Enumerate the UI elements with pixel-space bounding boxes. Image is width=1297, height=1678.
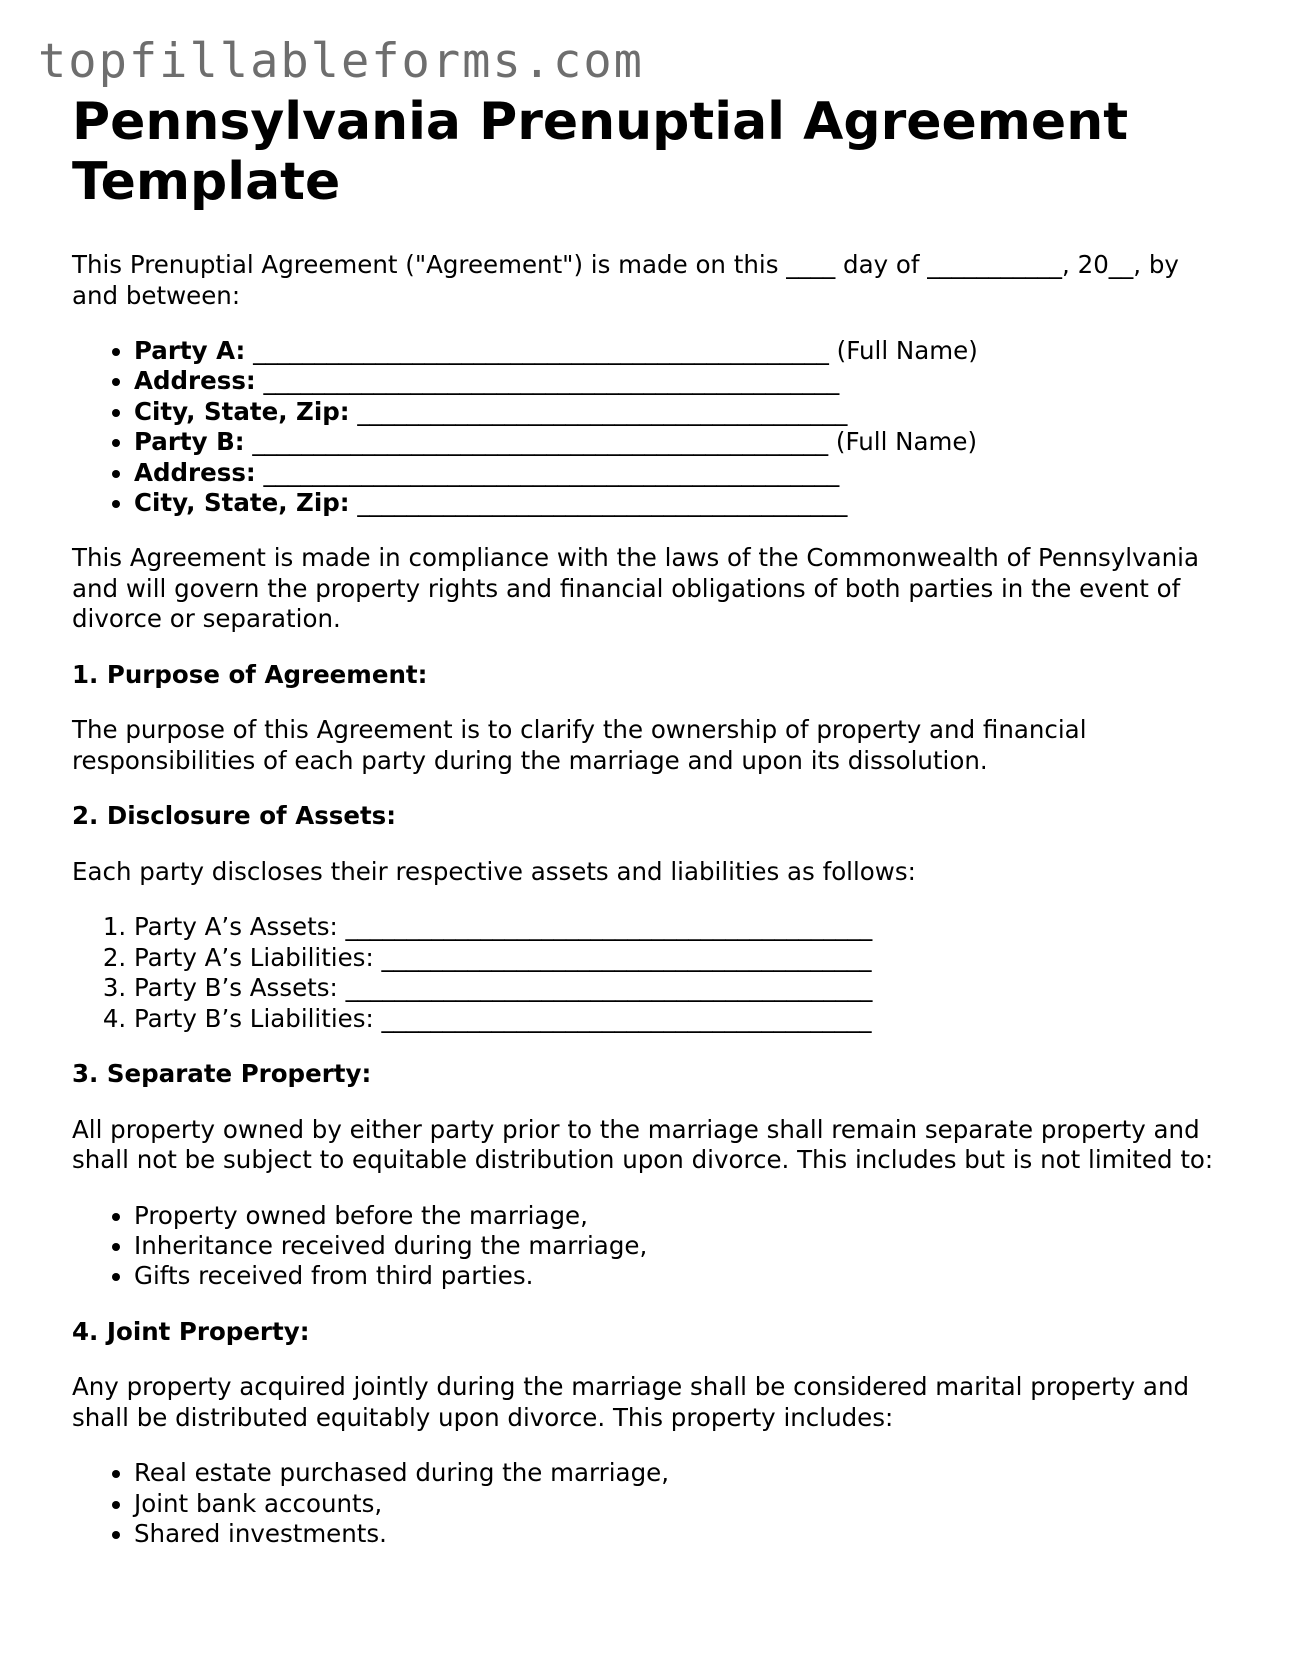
section-3-heading: 3. Separate Property: — [72, 1059, 372, 1089]
separate-property-list — [72, 1201, 1232, 1292]
party-a-address-blank: _______________________________________________ — [255, 366, 840, 396]
section-2-body: Each party discloses their respective assets and liabilities as follows: — [72, 856, 916, 886]
list-item: • Inheritance received during the marriage, — [134, 1231, 1232, 1261]
party-b-city-blank: ________________________________________ — [349, 488, 848, 518]
compliance-paragraph: This Agreement is made in compliance with the laws of the Commonwealth of Pennsylvania and will govern the property rights and financial obligations of both parties in the event of divorce or separation. — [72, 543, 1199, 634]
list-item-party-a-address — [134, 366, 1232, 396]
list-item-party-b — [134, 427, 1232, 457]
list-item-party-b-liabilities: 4. Party B’s Liabilities: ________________________________________ — [134, 1004, 1232, 1034]
section-3-body: All property owned by either party prior to the marriage shall remain separate property and shall not be subject to equitable distribution upon divorce. This includes but is not limited to: — [72, 1114, 1214, 1175]
list-item-party-b-city — [134, 488, 1232, 518]
party-a-blank: _______________________________________________ (Full Name) — [245, 336, 978, 365]
document-body — [72, 92, 1232, 1550]
assets-list — [72, 912, 1232, 1034]
section-1-heading: 1. Purpose of Agreement: — [72, 659, 428, 689]
watermark: topfillableforms.com — [38, 34, 644, 89]
list-item-party-b-assets: 3. Party B’s Assets: ___________________________________________ — [134, 973, 1232, 1003]
party-b-label: Party B: — [134, 427, 245, 457]
list-item-party-a — [134, 336, 1232, 366]
list-item: • Property owned before the marriage, — [134, 1201, 1232, 1231]
party-a-city-blank: ________________________________________ — [349, 396, 848, 426]
joint-property-list — [72, 1458, 1232, 1549]
list-item: • Real estate purchased during the marriage, — [134, 1458, 1232, 1488]
page-title: Pennsylvania Prenuptial Agreement Template — [72, 92, 1129, 212]
parties-list — [72, 336, 1232, 518]
party-b-blank: _______________________________________________ (Full Name) — [244, 427, 978, 457]
list-item: • Shared investments. — [134, 1519, 1232, 1549]
list-item-party-b-address — [134, 458, 1232, 488]
list-item-party-a-city — [134, 397, 1232, 427]
section-4-body: Any property acquired jointly during the marriage shall be considered marital property and shall be distributed equitably upon divorce. This property includes: — [72, 1372, 1190, 1432]
party-b-city-label: City, State, Zip: — [134, 488, 350, 518]
list-item-party-a-assets: 1. Party A’s Assets: ___________________________________________ — [134, 912, 1232, 942]
section-4-heading: 4. Joint Property: — [72, 1316, 310, 1346]
intro-paragraph: This Prenuptial Agreement ("Agreement") is made on this ____ day of ___________, 20__, by and between: — [72, 250, 1179, 310]
party-b-address-label: Address: — [134, 457, 256, 487]
party-a-address-label: Address: — [134, 366, 256, 396]
party-a-city-label: City, State, Zip: — [134, 396, 350, 426]
list-item-party-a-liabilities: 2. Party A’s Liabilities: ________________________________________ — [134, 943, 1232, 973]
party-b-address-blank: _______________________________________________ — [255, 457, 840, 487]
list-item: • Joint bank accounts, — [134, 1489, 1232, 1519]
section-2-heading: 2. Disclosure of Assets: — [72, 801, 397, 831]
list-item: • Gifts received from third parties. — [134, 1261, 1232, 1291]
section-1-body: The purpose of this Agreement is to clarify the ownership of property and financial responsibilities of each party during the marriage and upon its dissolution. — [72, 715, 1087, 775]
party-a-label: Party A: — [134, 336, 246, 365]
